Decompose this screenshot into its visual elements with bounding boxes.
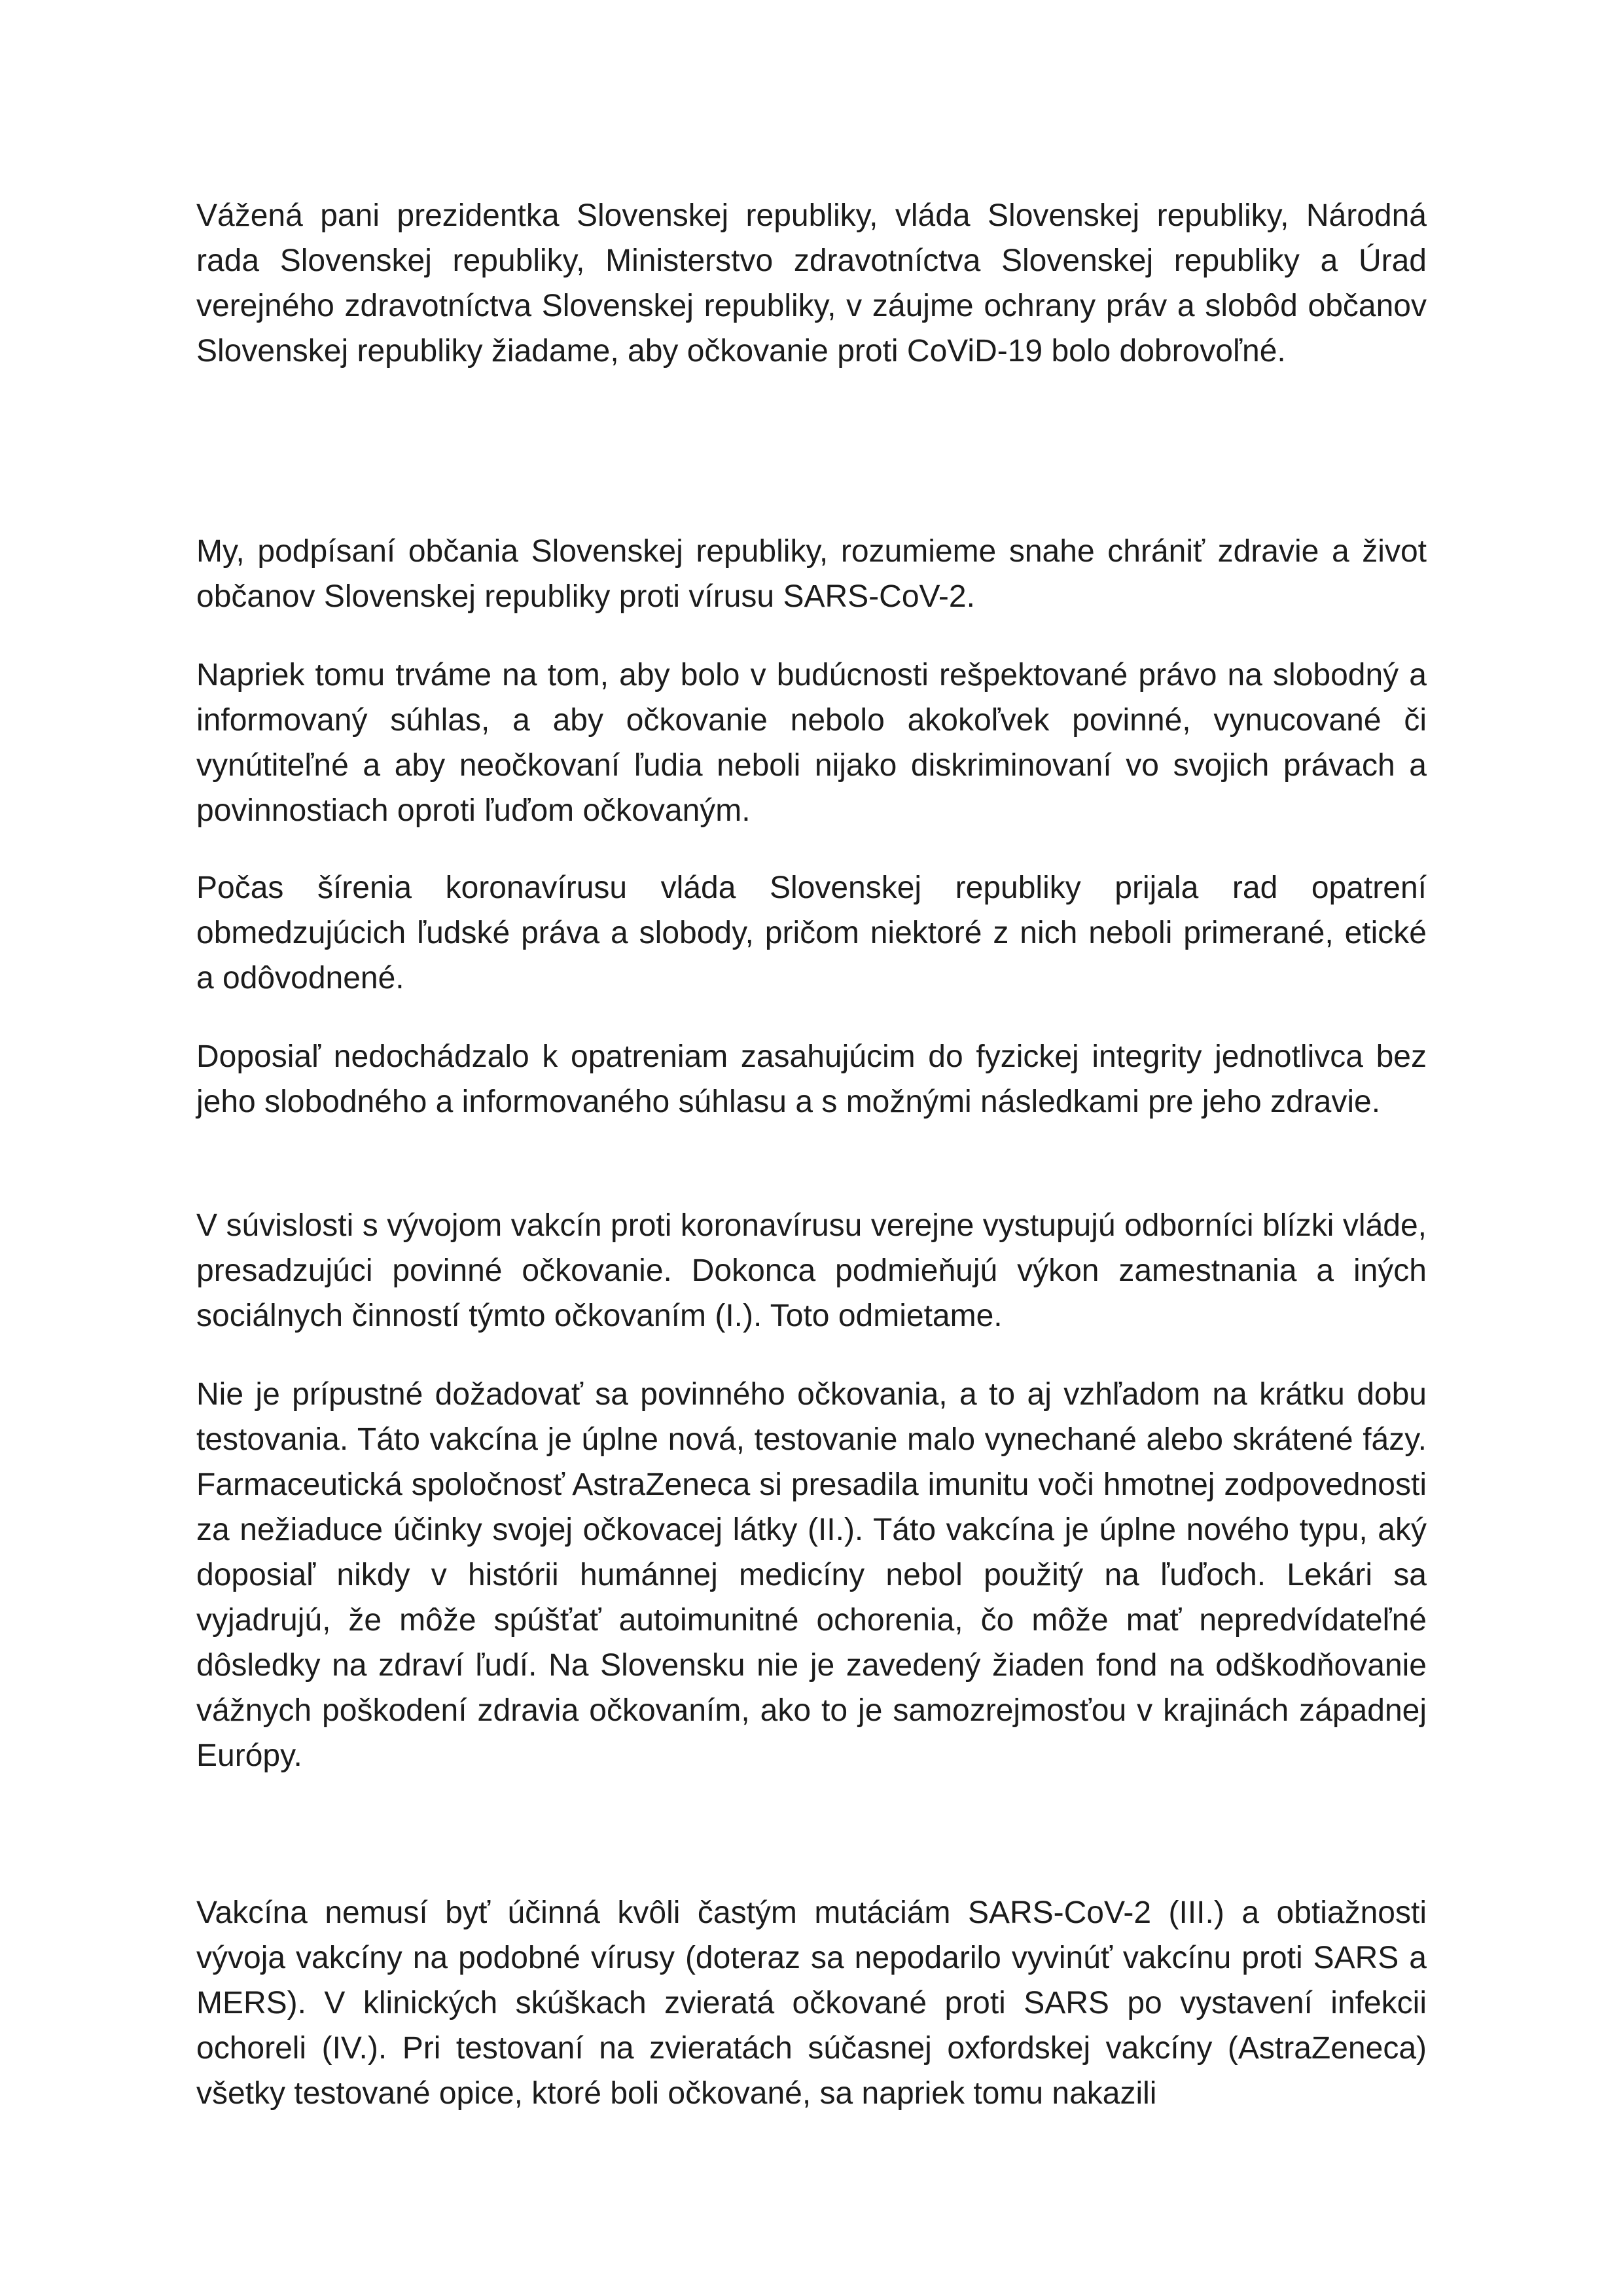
paragraph-experts: V súvislosti s vývojom vakcín proti koronavírusu verejne vystupujú odborníci blízki vláde, presadzujúci povinné očkovanie. Dokonca podmieňujú výkon zamestnania a iných sociálnych činností týmto očkovaním (I.). Toto odmietame. bbox=[196, 1208, 1427, 1333]
paragraph-physical-integrity: Doposiaľ nedochádzalo k opatreniam zasahujúcim do fyzickej integrity jednotlivca bez jeho slobodného a informovaného súhlasu a s možnými následkami pre jeho zdravie. bbox=[196, 1039, 1427, 1119]
paragraph-address: Vážená pani prezidentka Slovenskej republiky, vláda Slovenskej republiky, Národná rada Slovenskej republiky, Ministerstvo zdravotníctva Slovenskej republiky a Úrad verejného zdravotníctva Slovenskej republiky, v záujme ochrany práv a slobôd občanov Slovenskej republiky žiadame, aby očkovanie proti CoViD-19 bolo dobrovoľné. bbox=[196, 198, 1427, 368]
paragraph-mandatory-vaccination: Nie je prípustné dožadovať sa povinného očkovania, a to aj vzhľadom na krátku dobu testovania. Táto vakcína je úplne nová, testovanie malo vynechané alebo skrátené fázy. Farmaceutická spoločnosť AstraZeneca si presadila imunitu voči hmotnej zodpovednosti za nežiaduce účinky svojej očkovacej látky (II.). Táto vakcína je úplne nového typu, aký doposiaľ nikdy v histórii humánnej medicíny nebol použitý na ľuďoch. Lekári sa vyjadrujú, že môže spúšťať autoimunitné ochorenia, čo môže mať nepredvídateľné dôsledky na zdraví ľudí. Na Slovensku nie je zavedený žiaden fond na odškodňovanie vážnych poškodení zdravia očkovaním, ako to je samozrejmosťou v krajinách západnej Európy. bbox=[196, 1377, 1427, 1773]
paragraph-vaccine-efficacy: Vakcína nemusí byť účinná kvôli častým mutáciám SARS-CoV-2 (III.) a obtiažnosti vývoja vakcíny na podobné vírusy (doteraz sa nepodarilo vyvinúť vakcínu proti SARS a MERS). V klinických skúškach zvieratá očkované proti SARS po vystavení infekcii ochoreli (IV.). Pri testovaní na zvieratách súčasnej oxfordskej vakcíny (AstraZeneca) všetky testované opice, ktoré boli očkované, sa napriek tomu nakazili bbox=[196, 1895, 1427, 2111]
paragraph-informed-consent: Napriek tomu trváme na tom, aby bolo v budúcnosti rešpektované právo na slobodný a informovaný súhlas, a aby očkovanie nebolo akokoľvek povinné, vynucované či vynútiteľné a aby neočkovaní ľudia neboli nijako diskriminovaní vo svojich právach a povinnostiach oproti ľuďom očkovaným. bbox=[196, 658, 1427, 828]
paragraph-measures: Počas šírenia koronavírusu vláda Slovenskej republiky prijala rad opatrení obmedzujúcich ľudské práva a slobody, pričom niektoré z nich neboli primerané, etické a odôvodnené. bbox=[196, 870, 1427, 996]
paragraph-understanding: My, podpísaní občania Slovenskej republiky, rozumieme snahe chrániť zdravie a život občanov Slovenskej republiky proti vírusu SARS-CoV-2. bbox=[196, 534, 1427, 614]
